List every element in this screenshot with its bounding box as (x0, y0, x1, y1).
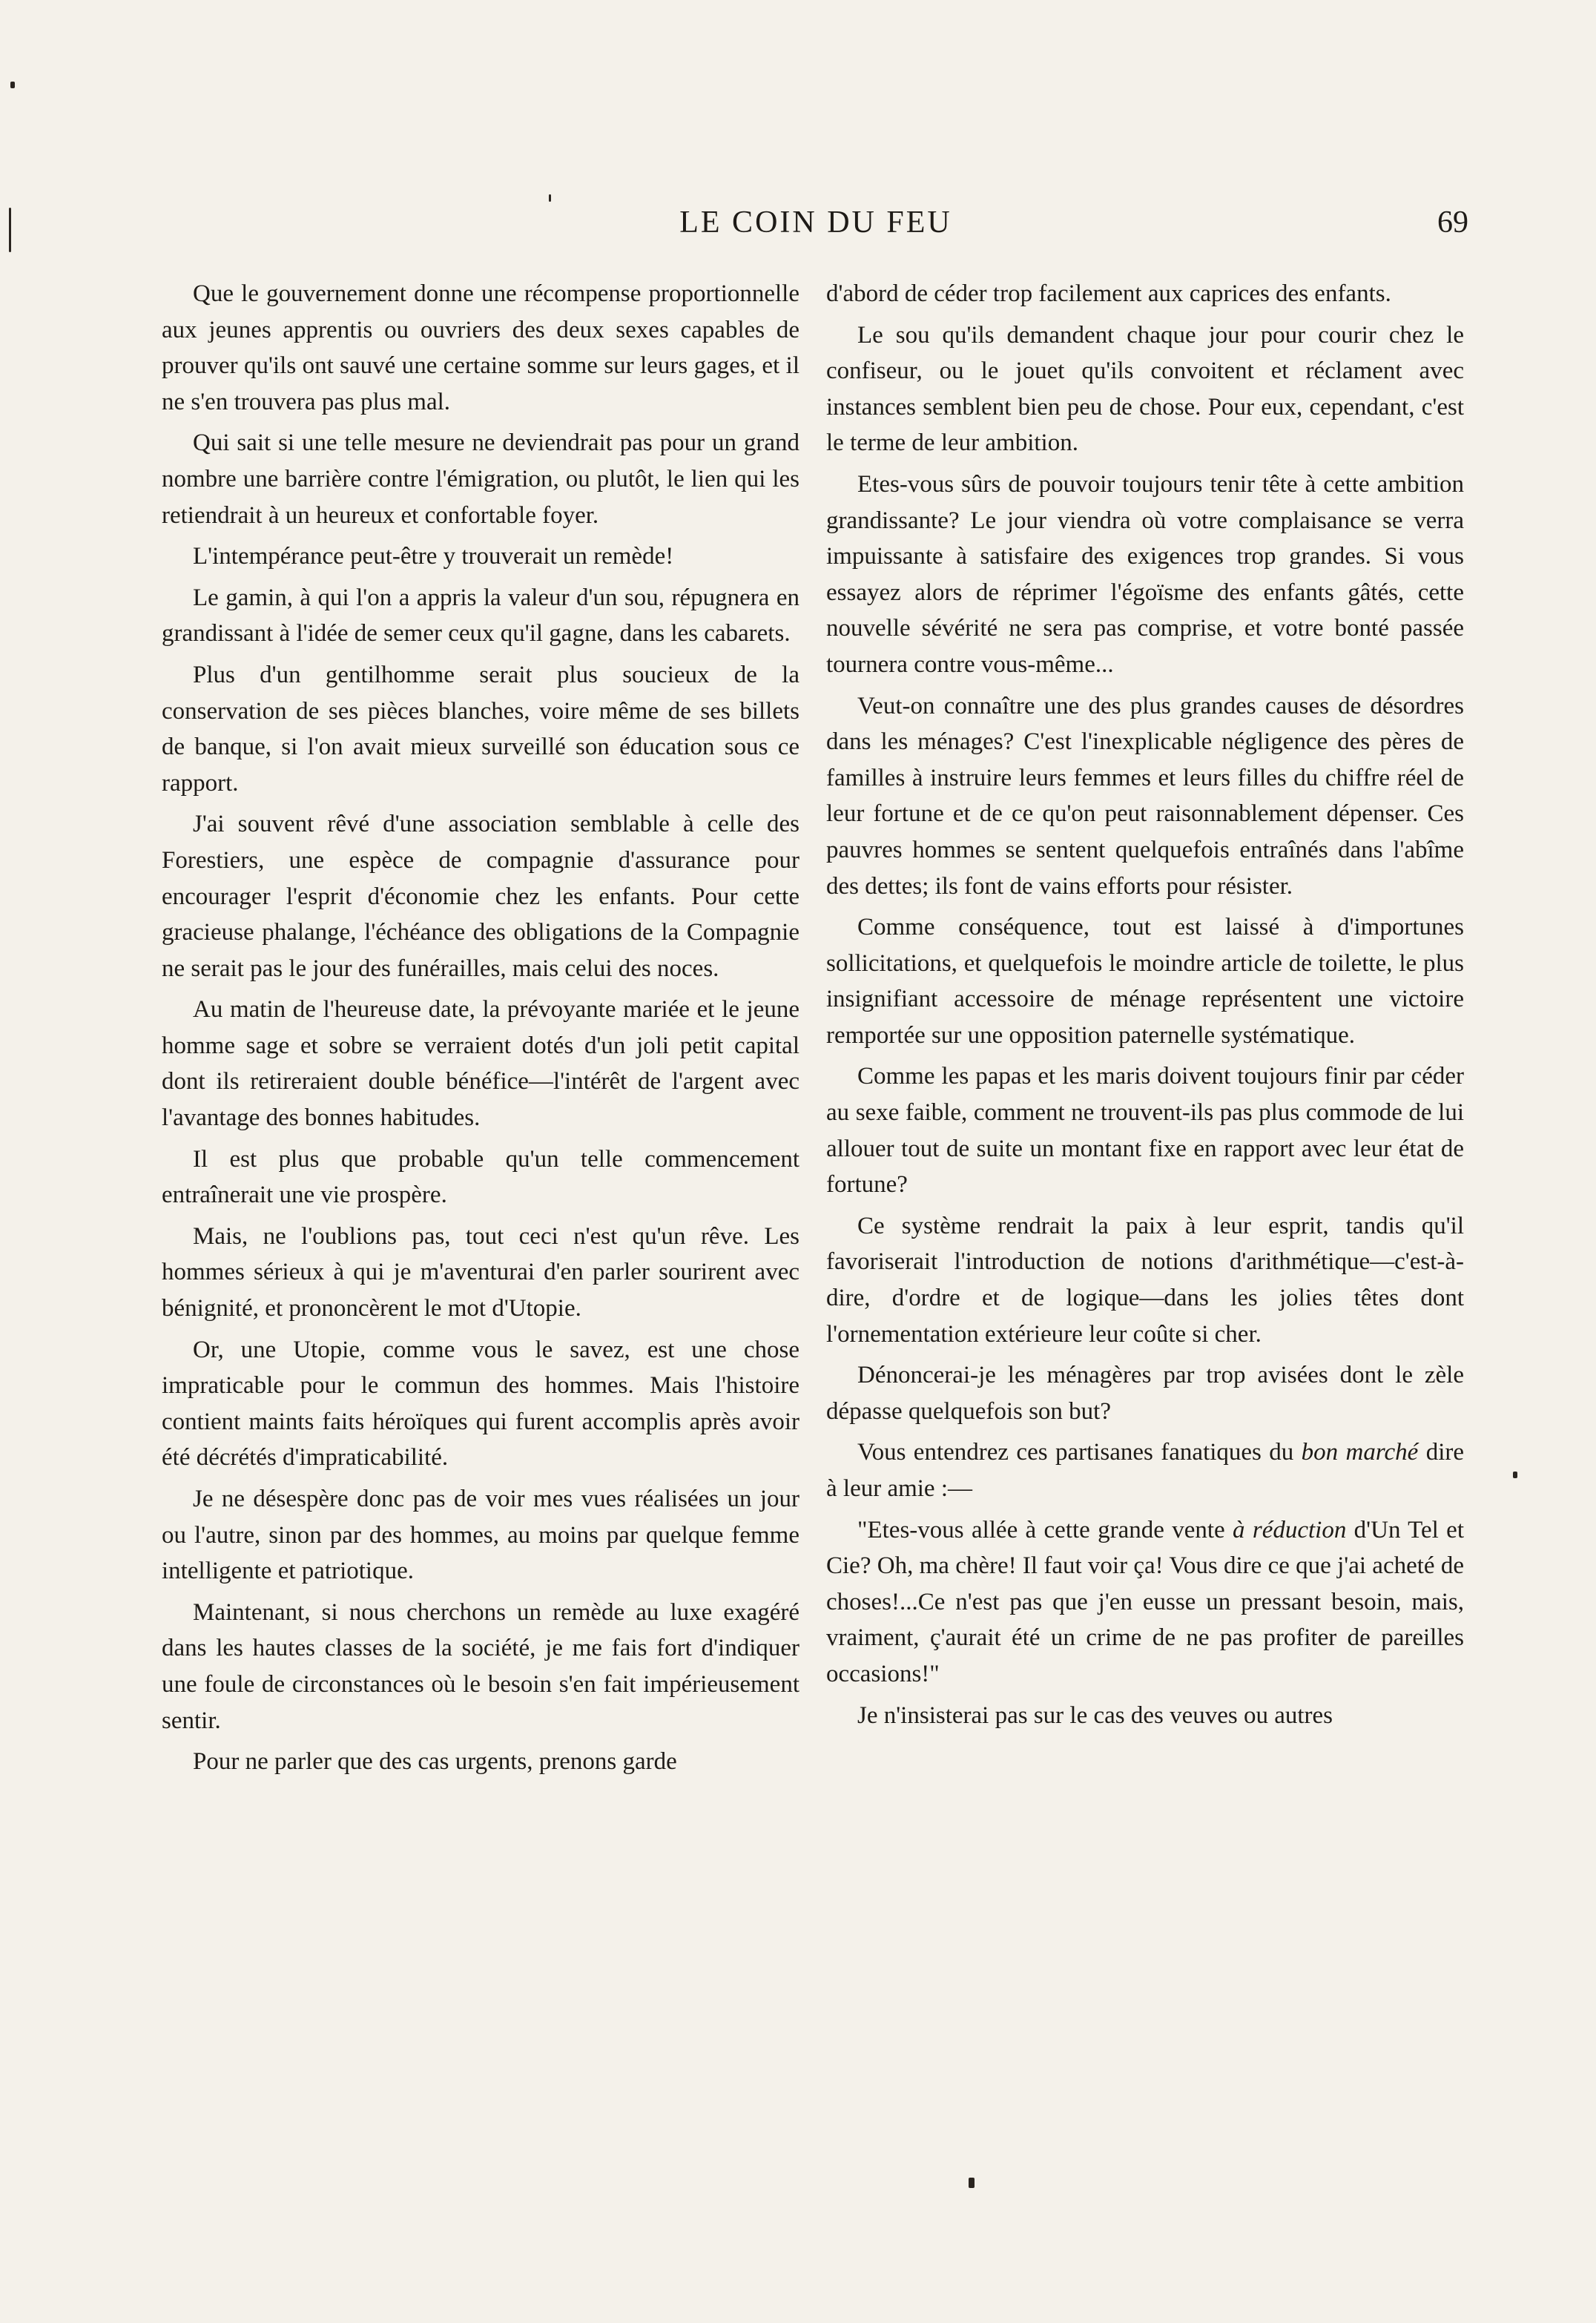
ink-speck (969, 2178, 975, 2188)
paragraph: Au matin de l'heureuse date, la prévoyante mariée et le jeune homme sage et sobre se verraient dotés d'un joli petit capital dont ils retireraient double bénéfice—l'intérêt de l'argent avec l'avantage des bonnes habitudes. (162, 996, 799, 1132)
paragraph: Dénoncerai-je les ménagères par trop avisées dont le zèle dépasse quelquefois son but? (826, 1362, 1464, 1425)
paragraph: Qui sait si une telle mesure ne deviendrait pas pour un grand nombre une barrière contre l'émigration, ou plutôt, le lien qui les retiendrait à un heureux et confortable foyer. (162, 429, 799, 529)
quotation-paragraph (826, 1512, 1464, 1693)
paragraph: Mais, ne l'oublions pas, tout ceci n'est qu'un rêve. Les hommes sérieux à qui je m'aventurai d'en parler sourirent avec bénignité, et prononcèrent le mot d'Utopie. (162, 1222, 799, 1322)
text-run: dire à leur amie :— (826, 1439, 1464, 1502)
text-run: d'Un Tel et Cie? Oh, ma chère! Il faut voir ça! Vous dire ce que j'ai acheté de choses!...Ce n'est pas que j'en eusse un pressant besoin, mais, vraiment, ç'aurait été un crime de ne pas profiter de pareilles occasions!" (826, 1516, 1464, 1687)
paragraph: Je n'insisterai pas sur le cas des veuves ou autres (857, 1701, 1333, 1729)
paragraph: Pour ne parler que des cas urgents, prenons garde (193, 1748, 677, 1776)
paragraph: Comme conséquence, tout est laissé à d'importunes sollicitations, et quelquefois le moindre article de toilette, le plus insignifiant accessoire de ménage représentent une victoire remportée sur une opposition paternelle systématique. (826, 914, 1464, 1049)
text-run: Vous entendrez ces partisanes fanatiques du (857, 1439, 1302, 1466)
paragraph: L'intempérance peut-être y trouverait un remède! (193, 543, 674, 570)
paragraph: Il est plus que probable qu'un telle commencement entraînerait une vie prospère. (162, 1145, 799, 1209)
paragraph: Ce système rendrait la paix à leur esprit, tandis qu'il favoriserait l'introduction de notions d'arithmétique—c'est-à-dire, d'ordre et de logique—dans les jolies têtes dont l'ornementation extérieure leur coûte si cher. (826, 1212, 1464, 1348)
italic-text: à réduction (1233, 1516, 1347, 1543)
paragraph: Plus d'un gentilhomme serait plus soucieux de la conservation de ses pièces blanches, voire même de ses billets de banque, si l'on avait mieux surveillé son éducation sous ce rapport. (162, 661, 799, 797)
paragraph: Comme les papas et les maris doivent toujours finir par céder au sexe faible, comment ne trouvent-ils pas plus commode de lui allouer tout de suite un montant fixe en rapport avec leur état de fortune? (826, 1063, 1464, 1199)
paragraph: J'ai souvent rêvé d'une association semblable à celle des Forestiers, une espèce de compagnie d'assurance pour encourager l'esprit d'économie chez les enfants. Pour cette gracieuse phalange, l'échéance des obligations de la Compagnie ne serait pas le jour des funérailles, mais celui des noces. (162, 811, 799, 982)
ink-speck (1513, 1472, 1517, 1478)
continued-paragraph: d'abord de céder trop facilement aux caprices des enfants. (826, 280, 1391, 307)
text-run: "Etes-vous allée à cette grande vente (857, 1516, 1233, 1543)
paragraph: Or, une Utopie, comme vous le savez, est une chose impraticable pour le commun des hommes. Mais l'histoire contient maints faits héroïques qui furent accomplis après avoir été décrétés d'impraticabilité. (162, 1336, 799, 1472)
page-number: 69 (1437, 205, 1468, 240)
paragraph: Je ne désespère donc pas de voir mes vues réalisées un jour ou l'autre, sinon par des hommes, au moins par quelque femme intelligente et patriotique. (162, 1486, 799, 1585)
ink-speck (549, 194, 551, 202)
paragraph: Veut-on connaître une des plus grandes causes de désordres dans les ménages? C'est l'inexplicable négligence des pères de familles à instruire leurs femmes et leurs filles du chiffre réel de leur fortune et de ce qu'on peut raisonnablement dépenser. Ces pauvres hommes se sentent quelquefois entraînés dans l'abîme des dettes; ils font de vains efforts pour résister. (826, 692, 1464, 900)
ink-speck (9, 208, 11, 252)
italic-text: bon marché (1301, 1439, 1419, 1466)
paragraph: Maintenant, si nous cherchons un remède au luxe exagéré dans les hautes classes de la société, je me fais fort d'indiquer une foule de circonstances où le besoin s'en fait impérieusement sentir. (162, 1598, 799, 1734)
paragraph: Le sou qu'ils demandent chaque jour pour courir chez le confiseur, ou le jouet qu'ils convoitent et réclament avec instances semblent bien peu de chose. Pour eux, cependant, c'est le terme de leur ambition. (826, 321, 1464, 457)
paragraph (826, 1434, 1464, 1506)
paragraph: Que le gouvernement donne une récompense proportionnelle aux jeunes apprentis ou ouvriers des deux sexes capables de prouver qu'ils ont sauvé une certaine somme sur leurs gages, et il ne s'en trouvera pas plus mal. (162, 280, 799, 415)
running-title: LE COIN DU FEU (679, 205, 952, 240)
left-column (162, 276, 799, 1785)
ink-speck (10, 82, 15, 88)
paragraph: Etes-vous sûrs de pouvoir toujours tenir tête à cette ambition grandissante? Le jour viendra où votre complaisance se verra impuissante à satisfaire des exigences trop grandes. Si vous essayez alors de réprimer l'égoïsme des enfants gâtés, cette nouvelle sévérité ne sera pas comprise, et votre bonté passée tournera contre vous-même... (826, 470, 1464, 678)
right-column (826, 276, 1464, 1739)
running-head (163, 205, 1468, 249)
paragraph: Le gamin, à qui l'on a appris la valeur d'un sou, répugnera en grandissant à l'idée de semer ceux qu'il gagne, dans les cabarets. (162, 584, 799, 648)
